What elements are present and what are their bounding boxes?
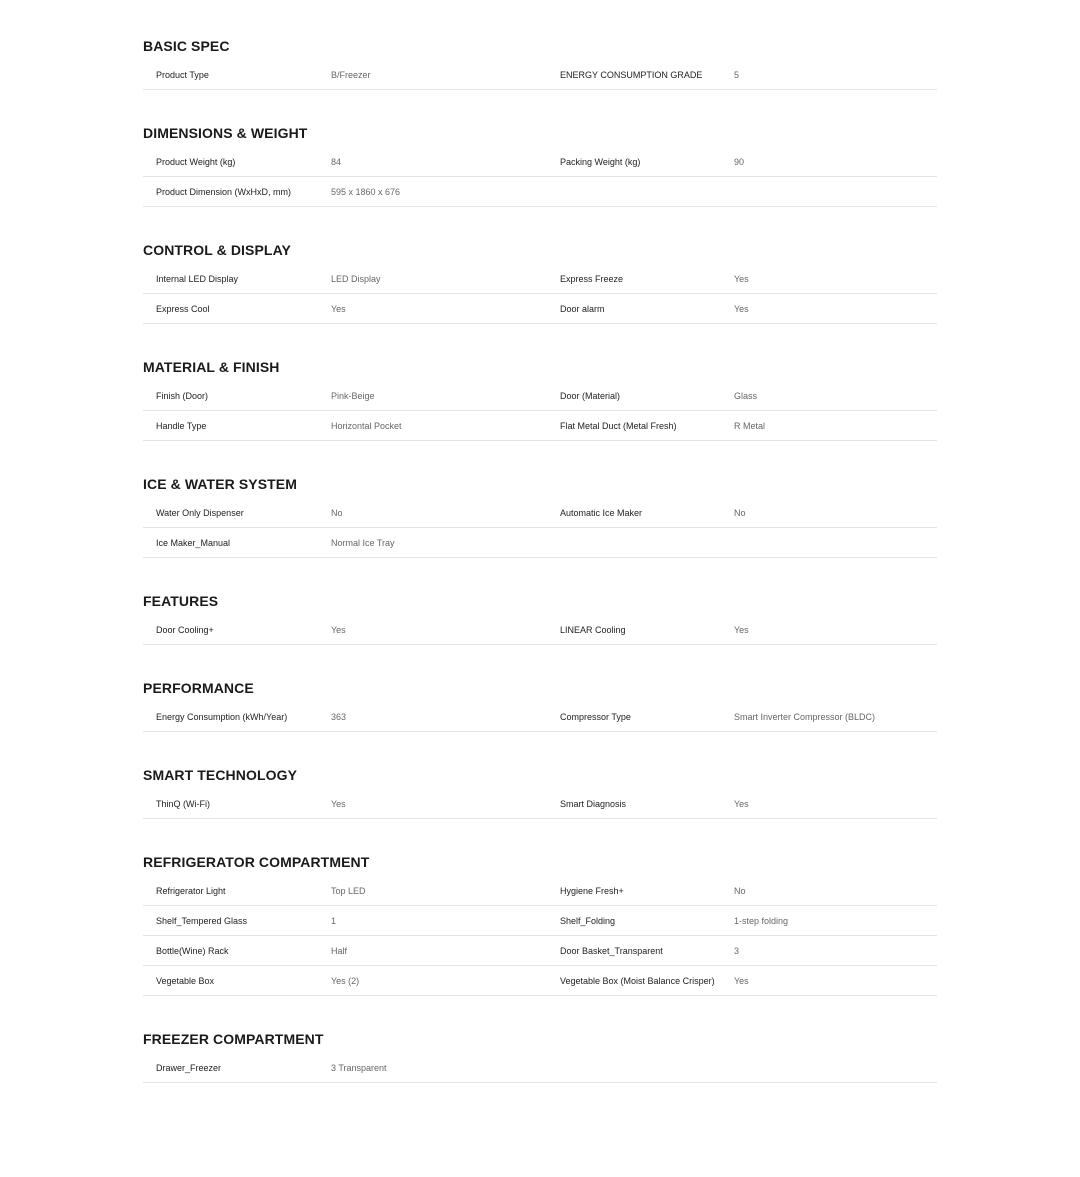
spec-label: Hygiene Fresh+ xyxy=(560,885,624,896)
spec-label: Product Type xyxy=(156,69,209,80)
spec-value: Pink-Beige xyxy=(331,390,375,401)
spec-label: Drawer_Freezer xyxy=(156,1062,222,1073)
spec-value: Yes xyxy=(734,624,749,635)
spec-row xyxy=(143,615,937,645)
spec-section xyxy=(143,474,937,558)
spec-value: R Metal xyxy=(734,420,766,431)
spec-label: ENERGY CONSUMPTION GRADE xyxy=(560,69,703,80)
spec-label: Finish (Door) xyxy=(156,390,209,401)
spec-row xyxy=(143,1053,937,1083)
spec-label: Ice Maker_Manual xyxy=(156,537,231,548)
spec-value: LED Display xyxy=(331,273,381,284)
spec-value: 1-step folding xyxy=(734,915,789,926)
spec-label: Energy Consumption (kWh/Year) xyxy=(156,711,288,722)
spec-value: Glass xyxy=(734,390,758,401)
spec-value: 90 xyxy=(734,156,745,167)
spec-row xyxy=(143,294,937,324)
spec-row xyxy=(143,936,937,966)
spec-label: Refrigerator Light xyxy=(156,885,226,896)
section-title: SMART TECHNOLOGY xyxy=(143,767,298,783)
spec-label: Packing Weight (kg) xyxy=(560,156,641,167)
spec-label: Internal LED Display xyxy=(156,273,239,284)
spec-label: Product Dimension (WxHxD, mm) xyxy=(156,186,292,197)
spec-row xyxy=(143,381,937,411)
spec-label: Door (Material) xyxy=(560,390,621,401)
spec-value: Half xyxy=(331,945,348,956)
spec-label: Door Basket_Transparent xyxy=(560,945,663,956)
spec-row xyxy=(143,264,937,294)
spec-table xyxy=(143,702,937,732)
spec-value: Horizontal Pocket xyxy=(331,420,402,431)
spec-label: LINEAR Cooling xyxy=(560,624,626,635)
spec-row xyxy=(143,60,937,90)
spec-row xyxy=(143,966,937,996)
spec-table xyxy=(143,381,937,441)
spec-row xyxy=(143,702,937,732)
spec-value: Smart Inverter Compressor (BLDC) xyxy=(734,711,876,722)
spec-section xyxy=(143,765,937,819)
spec-list xyxy=(143,0,937,1083)
section-title: FREEZER COMPARTMENT xyxy=(143,1031,324,1047)
spec-value: Yes xyxy=(734,798,749,809)
spec-table xyxy=(143,264,937,324)
spec-value: No xyxy=(734,507,746,518)
section-title: PERFORMANCE xyxy=(143,680,254,696)
spec-value: 3 xyxy=(734,945,740,956)
spec-row xyxy=(143,906,937,936)
spec-row xyxy=(143,876,937,906)
spec-section xyxy=(143,1029,937,1083)
spec-label: Shelf_Tempered Glass xyxy=(156,915,248,926)
spec-value: No xyxy=(734,885,746,896)
section-title: DIMENSIONS & WEIGHT xyxy=(143,125,308,141)
spec-value: Yes xyxy=(734,975,749,986)
section-title: FEATURES xyxy=(143,593,219,609)
spec-row xyxy=(143,789,937,819)
spec-label: Product Weight (kg) xyxy=(156,156,236,167)
spec-table xyxy=(143,789,937,819)
spec-section xyxy=(143,123,937,207)
spec-row xyxy=(143,411,937,441)
spec-label: Door Cooling+ xyxy=(156,624,214,635)
spec-label: Express Freeze xyxy=(560,273,624,284)
spec-value: Normal Ice Tray xyxy=(331,537,395,548)
spec-label: ThinQ (Wi-Fi) xyxy=(156,798,210,809)
spec-value: Yes (2) xyxy=(331,975,360,986)
spec-value: Yes xyxy=(734,273,749,284)
spec-section xyxy=(143,36,937,90)
spec-table xyxy=(143,147,937,207)
spec-value: Yes xyxy=(331,624,346,635)
spec-value: Yes xyxy=(734,303,749,314)
spec-section xyxy=(143,852,937,996)
section-title: BASIC SPEC xyxy=(143,38,230,54)
spec-label: Vegetable Box (Moist Balance Crisper) xyxy=(560,975,715,986)
spec-section xyxy=(143,240,937,324)
spec-label: Compressor Type xyxy=(560,711,631,722)
spec-value: Yes xyxy=(331,798,346,809)
spec-value: No xyxy=(331,507,343,518)
spec-value: Top LED xyxy=(331,885,366,896)
spec-label: Express Cool xyxy=(156,303,210,314)
spec-row xyxy=(143,177,937,207)
spec-row xyxy=(143,528,937,558)
spec-table xyxy=(143,498,937,558)
spec-label: Flat Metal Duct (Metal Fresh) xyxy=(560,420,677,431)
spec-label: Door alarm xyxy=(560,303,605,314)
spec-table xyxy=(143,876,937,996)
spec-label: Bottle(Wine) Rack xyxy=(156,945,229,956)
spec-value: 5 xyxy=(734,69,740,80)
section-title: MATERIAL & FINISH xyxy=(143,359,280,375)
spec-section xyxy=(143,591,937,645)
spec-value: Yes xyxy=(331,303,346,314)
section-title: REFRIGERATOR COMPARTMENT xyxy=(143,854,370,870)
spec-label: Water Only Dispenser xyxy=(156,507,244,518)
spec-value: B/Freezer xyxy=(331,69,371,80)
spec-table xyxy=(143,1053,937,1083)
spec-row xyxy=(143,498,937,528)
spec-value: 595 x 1860 x 676 xyxy=(331,186,401,197)
spec-value: 3 Transparent xyxy=(331,1062,387,1073)
spec-label: Automatic Ice Maker xyxy=(560,507,643,518)
spec-row xyxy=(143,147,937,177)
section-title: CONTROL & DISPLAY xyxy=(143,242,291,258)
spec-label: Shelf_Folding xyxy=(560,915,616,926)
spec-label: Handle Type xyxy=(156,420,207,431)
spec-value: 363 xyxy=(331,711,347,722)
section-title: ICE & WATER SYSTEM xyxy=(143,476,297,492)
spec-label: Smart Diagnosis xyxy=(560,798,627,809)
spec-section xyxy=(143,678,937,732)
spec-label: Vegetable Box xyxy=(156,975,215,986)
spec-table xyxy=(143,615,937,645)
spec-value: 84 xyxy=(331,156,342,167)
spec-table xyxy=(143,60,937,90)
spec-section xyxy=(143,357,937,441)
spec-value: 1 xyxy=(331,915,337,926)
